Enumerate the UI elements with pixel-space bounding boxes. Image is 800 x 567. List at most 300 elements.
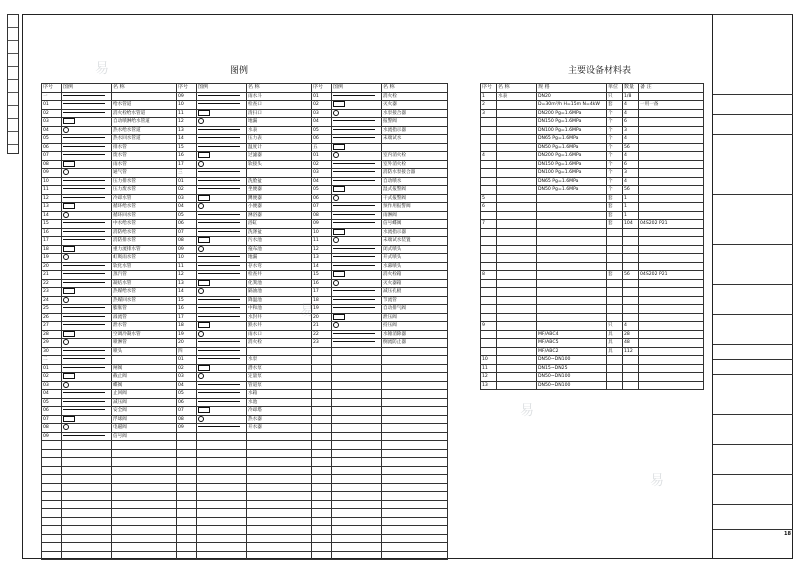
legend-row — [42, 526, 448, 535]
legend-name: 压力排水管 — [112, 177, 177, 186]
legend-index: 18 — [312, 296, 332, 305]
legend-header: 序号 — [177, 84, 197, 93]
materials-cell — [537, 237, 607, 246]
legend-symbol — [197, 449, 247, 458]
legend-name: 污水池 — [247, 237, 312, 246]
legend-index: 20 — [42, 262, 62, 271]
legend-symbol — [62, 432, 112, 441]
legend-symbol — [197, 500, 247, 509]
legend-name: 小便器 — [247, 203, 312, 212]
watermark: 易 — [650, 473, 664, 489]
legend-index: 19 — [42, 254, 62, 263]
materials-cell — [639, 194, 704, 203]
legend-name — [112, 466, 177, 475]
legend-name — [112, 500, 177, 509]
materials-cell — [607, 305, 623, 314]
legend-index: 07 — [177, 407, 197, 416]
legend-symbol — [62, 390, 112, 399]
materials-row — [481, 143, 704, 152]
legend-name — [382, 500, 448, 509]
materials-cell — [481, 296, 497, 305]
materials-cell: 2 — [481, 101, 497, 110]
legend-symbol — [62, 211, 112, 220]
materials-cell — [639, 305, 704, 314]
legend-row — [42, 245, 448, 254]
legend-symbol — [197, 109, 247, 118]
title-block-field — [713, 444, 793, 447]
legend-symbol — [197, 534, 247, 543]
legend-name — [112, 543, 177, 552]
legend-name: 循环回水管 — [112, 211, 177, 220]
legend-name — [382, 483, 448, 492]
title-block-field — [713, 344, 793, 347]
legend-symbol — [197, 313, 247, 322]
materials-cell: 112 — [623, 347, 639, 356]
legend-name — [247, 169, 312, 178]
legend-symbol — [197, 296, 247, 305]
legend-name: 热水器 — [247, 415, 312, 424]
legend-index — [312, 407, 332, 416]
legend-index: 16 — [177, 305, 197, 314]
legend-index: 一 — [42, 92, 62, 101]
materials-cell — [497, 101, 537, 110]
legend-symbol — [62, 305, 112, 314]
legend-name: 水箱 — [247, 390, 312, 399]
legend-name: 湿式报警阀 — [382, 186, 448, 195]
materials-cell: 6 — [623, 118, 639, 127]
legend-symbol — [62, 373, 112, 382]
materials-cell — [497, 322, 537, 331]
legend-name: 蝶阀 — [112, 381, 177, 390]
legend-index: 02 — [177, 364, 197, 373]
legend-name: 消防排水管 — [112, 237, 177, 246]
legend-index: 10 — [42, 177, 62, 186]
legend-row — [42, 407, 448, 416]
materials-cell — [481, 186, 497, 195]
materials-row — [481, 305, 704, 314]
legend-symbol — [197, 441, 247, 450]
legend-name — [112, 92, 177, 101]
legend-symbol — [62, 449, 112, 458]
materials-cell: 3 — [623, 126, 639, 135]
materials-cell — [639, 330, 704, 339]
materials-cell: 具 — [607, 347, 623, 356]
legend-index: 14 — [42, 211, 62, 220]
legend-name — [112, 441, 177, 450]
legend-symbol — [62, 220, 112, 229]
legend-index: 21 — [312, 322, 332, 331]
materials-cell: DN20 — [537, 92, 607, 101]
legend-name — [382, 466, 448, 475]
legend-index: 07 — [312, 203, 332, 212]
materials-cell: 个 — [607, 126, 623, 135]
materials-row — [481, 245, 704, 254]
materials-cell — [497, 152, 537, 161]
materials-cell — [639, 381, 704, 390]
legend-index: 17 — [42, 237, 62, 246]
legend-index: 08 — [42, 160, 62, 169]
materials-cell: DN100 Pg=1.6MPa — [537, 126, 607, 135]
legend-row — [42, 305, 448, 314]
legend-index: 22 — [42, 279, 62, 288]
legend-index: 30 — [42, 347, 62, 356]
legend-symbol — [197, 458, 247, 467]
legend-name: 浮球阀 — [112, 415, 177, 424]
legend-name: 闸阀 — [112, 364, 177, 373]
legend-symbol — [332, 339, 382, 348]
legend-index: 01 — [177, 177, 197, 186]
legend-symbol — [62, 517, 112, 526]
materials-cell: 4 — [623, 177, 639, 186]
materials-cell — [623, 381, 639, 390]
materials-cell — [497, 339, 537, 348]
materials-cell: 套 — [607, 271, 623, 280]
legend-row — [42, 347, 448, 356]
legend-symbol — [332, 109, 382, 118]
legend-index: 04 — [177, 381, 197, 390]
legend-index: 05 — [312, 126, 332, 135]
legend-name: 水泵接合器 — [382, 109, 448, 118]
legend-index: 04 — [312, 177, 332, 186]
legend-index: 15 — [42, 220, 62, 229]
legend-name: 干式报警阀 — [382, 194, 448, 203]
legend-symbol — [197, 356, 247, 365]
materials-cell — [639, 228, 704, 237]
legend-symbol — [62, 492, 112, 501]
legend-symbol — [197, 390, 247, 399]
legend-title: 图例 — [230, 66, 249, 76]
legend-name: 水表 — [247, 126, 312, 135]
legend-index — [42, 500, 62, 509]
materials-row — [481, 220, 704, 229]
materials-cell — [639, 152, 704, 161]
legend-symbol — [197, 492, 247, 501]
materials-cell — [639, 203, 704, 212]
materials-row — [481, 135, 704, 144]
materials-row — [481, 203, 704, 212]
legend-symbol — [62, 526, 112, 535]
materials-cell: 套 — [607, 211, 623, 220]
materials-row — [481, 364, 704, 373]
materials-row — [481, 118, 704, 127]
materials-cell: 5 — [481, 194, 497, 203]
legend-symbol — [332, 237, 382, 246]
materials-cell — [537, 220, 607, 229]
legend-symbol — [332, 288, 382, 297]
legend-name: 废水管 — [112, 152, 177, 161]
legend-row — [42, 517, 448, 526]
legend-index — [312, 534, 332, 543]
legend-symbol — [62, 534, 112, 543]
materials-cell: 8 — [481, 271, 497, 280]
materials-cell — [481, 254, 497, 263]
legend-name: 压力表 — [247, 135, 312, 144]
legend-index: 18 — [42, 245, 62, 254]
legend-name: 凝结水管 — [112, 279, 177, 288]
binding-strip — [7, 14, 19, 154]
materials-row — [481, 109, 704, 118]
legend-index: 14 — [312, 262, 332, 271]
materials-row — [481, 356, 704, 365]
materials-cell — [623, 373, 639, 382]
legend-index: 02 — [177, 186, 197, 195]
materials-cell — [607, 279, 623, 288]
materials-header: 序号 — [481, 84, 497, 93]
legend-symbol — [62, 322, 112, 331]
legend-symbol — [62, 262, 112, 271]
legend-symbol — [332, 398, 382, 407]
materials-cell — [639, 160, 704, 169]
legend-index: 18 — [177, 322, 197, 331]
materials-cell: 28 — [623, 330, 639, 339]
legend-index — [312, 551, 332, 560]
legend-index: 03 — [42, 381, 62, 390]
materials-cell — [639, 245, 704, 254]
legend-row — [42, 381, 448, 390]
legend-name — [247, 483, 312, 492]
legend-name — [382, 534, 448, 543]
legend-symbol — [197, 194, 247, 203]
legend-name: 地漏 — [247, 118, 312, 127]
legend-name: 减压阀 — [112, 398, 177, 407]
legend-name: 化粪池 — [247, 279, 312, 288]
materials-cell: 04S202 P21 — [639, 271, 704, 280]
materials-row — [481, 237, 704, 246]
legend-index: 19 — [312, 305, 332, 314]
legend-index — [177, 432, 197, 441]
materials-cell: DN65 Pg=1.6MPa — [537, 177, 607, 186]
materials-table — [480, 83, 704, 390]
legend-index: 02 — [42, 373, 62, 382]
legend-symbol — [197, 262, 247, 271]
legend-index — [177, 492, 197, 501]
legend-name: 截止阀 — [112, 373, 177, 382]
legend-name — [112, 475, 177, 484]
legend-name — [247, 466, 312, 475]
materials-cell — [623, 245, 639, 254]
materials-row — [481, 347, 704, 356]
legend-index — [312, 492, 332, 501]
legend-symbol — [332, 101, 382, 110]
legend-symbol — [62, 483, 112, 492]
legend-name: 灭火器箱 — [382, 279, 448, 288]
legend-symbol — [332, 517, 382, 526]
legend-name: 冷却塔 — [247, 407, 312, 416]
materials-cell: 个 — [607, 143, 623, 152]
legend-name — [382, 356, 448, 365]
legend-symbol — [197, 177, 247, 186]
materials-cell: D=30m³/h H=15m N=4kW — [537, 101, 607, 110]
legend-index — [42, 475, 62, 484]
legend-name: 安全阀 — [112, 407, 177, 416]
materials-cell — [497, 135, 537, 144]
legend-index: 13 — [42, 203, 62, 212]
legend-name: 淋浴器 — [247, 211, 312, 220]
materials-cell — [481, 143, 497, 152]
materials-cell — [639, 339, 704, 348]
materials-cell: 个 — [607, 135, 623, 144]
materials-cell: 水表 — [497, 92, 537, 101]
materials-cell: 套 — [607, 194, 623, 203]
legend-row — [42, 279, 448, 288]
legend-index: 三 — [177, 169, 197, 178]
legend-row — [42, 432, 448, 441]
materials-cell — [497, 169, 537, 178]
materials-cell: MF/ABC4 — [537, 330, 607, 339]
legend-index: 20 — [177, 339, 197, 348]
legend-symbol — [332, 551, 382, 560]
legend-index — [312, 390, 332, 399]
materials-cell — [497, 262, 537, 271]
legend-row — [42, 356, 448, 365]
materials-cell — [607, 381, 623, 390]
legend-symbol — [197, 509, 247, 518]
legend-index — [177, 441, 197, 450]
materials-cell: 套 — [607, 220, 623, 229]
legend-name: 潜水泵 — [247, 364, 312, 373]
legend-symbol — [332, 254, 382, 263]
legend-symbol — [62, 169, 112, 178]
legend-name — [112, 483, 177, 492]
materials-cell — [537, 194, 607, 203]
legend-row — [42, 143, 448, 152]
legend-symbol — [332, 313, 382, 322]
legend-name — [382, 432, 448, 441]
legend-name — [247, 534, 312, 543]
legend-index — [312, 356, 332, 365]
legend-row — [42, 449, 448, 458]
materials-cell — [497, 109, 537, 118]
materials-cell: 48 — [623, 339, 639, 348]
legend-index: 03 — [312, 109, 332, 118]
legend-row — [42, 492, 448, 501]
legend-symbol — [332, 296, 382, 305]
materials-cell: DN50 Pg=1.6MPa — [537, 143, 607, 152]
materials-cell — [607, 296, 623, 305]
materials-cell: DN50 Pg=1.6MPa — [537, 186, 607, 195]
legend-symbol — [62, 271, 112, 280]
legend-symbol — [197, 381, 247, 390]
legend-symbol — [197, 543, 247, 552]
legend-symbol — [62, 203, 112, 212]
legend-index: 26 — [42, 313, 62, 322]
legend-name: 空调冷凝水管 — [112, 330, 177, 339]
legend-name — [112, 356, 177, 365]
materials-cell — [639, 237, 704, 246]
legend-row — [42, 458, 448, 467]
materials-cell — [537, 211, 607, 220]
legend-index: 03 — [312, 169, 332, 178]
materials-cell: 12 — [481, 373, 497, 382]
title-block-field — [713, 284, 793, 287]
materials-cell — [497, 305, 537, 314]
materials-cell — [481, 262, 497, 271]
materials-row — [481, 262, 704, 271]
legend-index: 05 — [42, 398, 62, 407]
legend-name: 电磁阀 — [112, 424, 177, 433]
legend-index: 10 — [312, 228, 332, 237]
materials-row — [481, 313, 704, 322]
legend-name: 热媒给水管 — [112, 288, 177, 297]
materials-cell — [537, 262, 607, 271]
legend-row — [42, 169, 448, 178]
legend-name — [112, 449, 177, 458]
legend-symbol — [197, 305, 247, 314]
materials-cell: 56 — [623, 271, 639, 280]
legend-index: 11 — [312, 237, 332, 246]
legend-symbol — [197, 211, 247, 220]
legend-symbol — [62, 551, 112, 560]
legend-name — [382, 415, 448, 424]
legend-name: 存水弯 — [247, 262, 312, 271]
title-block — [712, 14, 793, 559]
materials-cell — [497, 271, 537, 280]
legend-index — [312, 373, 332, 382]
legend-symbol — [332, 458, 382, 467]
legend-index — [177, 526, 197, 535]
legend-row — [42, 203, 448, 212]
materials-row — [481, 322, 704, 331]
materials-cell: 具 — [607, 330, 623, 339]
legend-name — [382, 526, 448, 535]
legend-symbol — [332, 432, 382, 441]
legend-row — [42, 500, 448, 509]
legend-symbol — [197, 322, 247, 331]
materials-cell: DN15~DN25 — [537, 364, 607, 373]
legend-symbol — [62, 424, 112, 433]
legend-symbol — [332, 441, 382, 450]
legend-table — [41, 83, 448, 560]
legend-symbol — [197, 135, 247, 144]
legend-symbol — [62, 194, 112, 203]
legend-header: 图例 — [62, 84, 112, 93]
legend-name — [247, 500, 312, 509]
legend-name: 持压阀 — [382, 322, 448, 331]
materials-cell: 个 — [607, 177, 623, 186]
legend-symbol — [332, 271, 382, 280]
materials-cell — [639, 118, 704, 127]
legend-symbol — [62, 177, 112, 186]
materials-cell — [623, 313, 639, 322]
legend-name — [382, 381, 448, 390]
legend-index: 13 — [177, 126, 197, 135]
legend-row — [42, 466, 448, 475]
legend-symbol — [62, 254, 112, 263]
materials-cell: DN100 Pg=1.6MPa — [537, 169, 607, 178]
legend-index — [177, 534, 197, 543]
materials-row — [481, 381, 704, 390]
materials-cell — [639, 186, 704, 195]
legend-symbol — [332, 492, 382, 501]
legend-index: 06 — [42, 407, 62, 416]
legend-index — [177, 509, 197, 518]
title-block-field — [713, 134, 793, 137]
legend-row — [42, 211, 448, 220]
legend-name: 雨水斗 — [247, 92, 312, 101]
materials-cell: MF/ABC2 — [537, 347, 607, 356]
materials-cell — [607, 237, 623, 246]
legend-index: 09 — [177, 245, 197, 254]
legend-index: 11 — [177, 262, 197, 271]
legend-index — [312, 483, 332, 492]
legend-index — [312, 500, 332, 509]
materials-cell — [497, 194, 537, 203]
legend-name: 热媒回水管 — [112, 296, 177, 305]
materials-cell: 套 — [607, 203, 623, 212]
legend-index: 06 — [312, 194, 332, 203]
legend-symbol — [197, 330, 247, 339]
legend-symbol — [332, 483, 382, 492]
